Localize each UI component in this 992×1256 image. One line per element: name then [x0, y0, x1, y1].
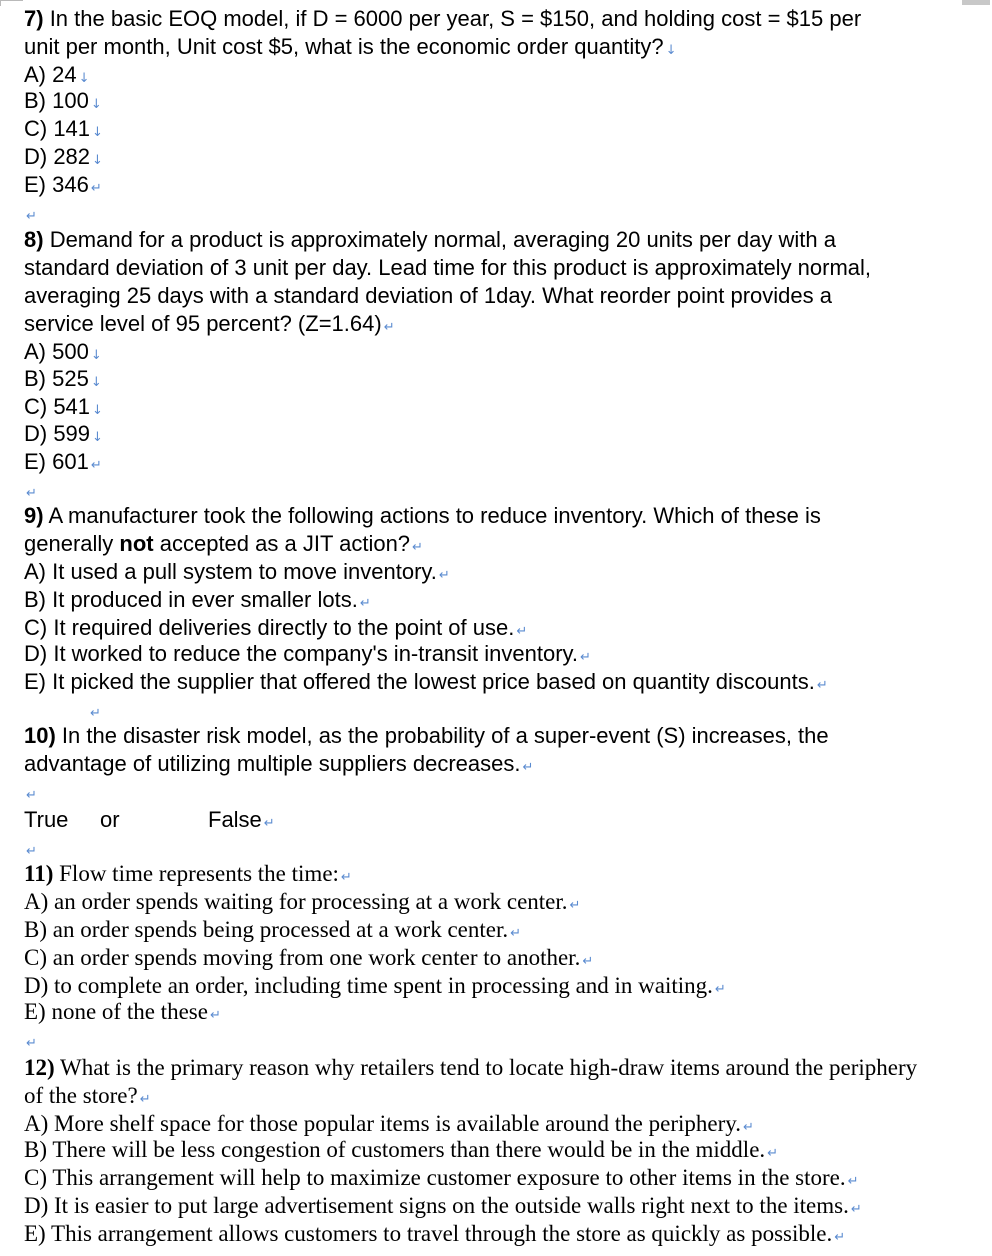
page-corner-right	[962, 0, 990, 5]
q12-line-1: 12) What is the primary reason why retailers tend to locate high-draw items around the periphery	[24, 1055, 918, 1080]
q10-false-label: False ↵	[208, 807, 275, 832]
q12-option-b: B) There will be less congestion of customers than there would be in the middle. ↵	[24, 1137, 779, 1162]
q10-line-2: advantage of utilizing multiple suppliers decreases. ↵	[24, 751, 534, 776]
q8-line-1: 8) Demand for a product is approximately normal, averaging 20 units per day with a	[24, 227, 836, 252]
q11-option-b: B) an order spends being processed at a work center. ↵	[24, 917, 522, 942]
q8-line-4: service level of 95 percent? (Z=1.64) ↵	[24, 311, 395, 336]
q9-option-c: C) It required deliveries directly to the point of use. ↵	[24, 615, 528, 640]
q10-line-1: 10) In the disaster risk model, as the probability of a super-event (S) increases, the	[24, 723, 829, 748]
q12-option-c: C) This arrangement will help to maximize customer exposure to other items in the store. ↵	[24, 1165, 859, 1190]
q12-option-d: D) It is easier to put large advertisement signs on the outside walls right next to the items. ↵	[24, 1193, 862, 1218]
q11-option-a: A) an order spends waiting for processing at a work center. ↵	[24, 889, 581, 914]
q10-or-label: or	[100, 807, 120, 832]
q9-option-e: E) It picked the supplier that offered the lowest price based on quantity discounts. ↵	[24, 669, 828, 694]
q9-line-1: 9) A manufacturer took the following actions to reduce inventory. Which of these is	[24, 503, 821, 528]
q8-option-a: A) 500 ↓	[24, 339, 102, 364]
q10-true-label: True	[24, 807, 69, 832]
q7-line-1: 7) In the basic EOQ model, if D = 6000 per year, S = $150, and holding cost = $15 per	[24, 6, 862, 31]
q12-line-2: of the store? ↵	[24, 1083, 151, 1108]
empty-paragraph: ↵	[90, 706, 101, 721]
q8-option-e: E) 601 ↵	[24, 449, 102, 474]
q7-option-e: E) 346 ↵	[24, 172, 102, 197]
q7-option-b: B) 100 ↓	[24, 88, 102, 113]
q11-line-1: 11) Flow time represents the time: ↵	[24, 861, 352, 886]
q8-option-b: B) 525 ↓	[24, 366, 102, 391]
q7-option-d: D) 282 ↓	[24, 144, 103, 169]
empty-paragraph: ↵	[26, 486, 37, 501]
q11-option-c: C) an order spends moving from one work center to another. ↵	[24, 945, 594, 970]
q8-option-c: C) 541 ↓	[24, 394, 103, 419]
q12-option-e: E) This arrangement allows customers to travel through the store as quickly as possible. ↵	[24, 1221, 846, 1246]
q9-option-b: B) It produced in ever smaller lots. ↵	[24, 587, 371, 612]
q7-option-a: A) 24 ↓	[24, 62, 90, 87]
q11-option-e: E) none of the these ↵	[24, 999, 221, 1024]
q7-option-c: C) 141 ↓	[24, 116, 103, 141]
empty-paragraph: ↵	[26, 1036, 37, 1051]
page-corner-left	[0, 0, 23, 6]
q7-line-2: unit per month, Unit cost $5, what is the economic order quantity? ↓	[24, 34, 677, 59]
q8-line-2: standard deviation of 3 unit per day. Lead time for this product is approximately normal,	[24, 255, 872, 280]
empty-paragraph: ↵	[26, 844, 37, 859]
empty-paragraph: ↵	[26, 209, 37, 224]
q9-option-a: A) It used a pull system to move inventory. ↵	[24, 559, 450, 584]
q9-line-2: generally not accepted as a JIT action? ↵	[24, 531, 423, 556]
q12-option-a: A) More shelf space for those popular items is available around the periphery. ↵	[24, 1111, 754, 1136]
q8-line-3: averaging 25 days with a standard deviation of 1day. What reorder point provides a	[24, 283, 832, 308]
q9-option-d: D) It worked to reduce the company's in-transit inventory. ↵	[24, 641, 591, 666]
empty-paragraph: ↵	[26, 788, 37, 803]
q8-option-d: D) 599 ↓	[24, 421, 103, 446]
q11-option-d: D) to complete an order, including time spent in processing and in waiting. ↵	[24, 973, 726, 998]
